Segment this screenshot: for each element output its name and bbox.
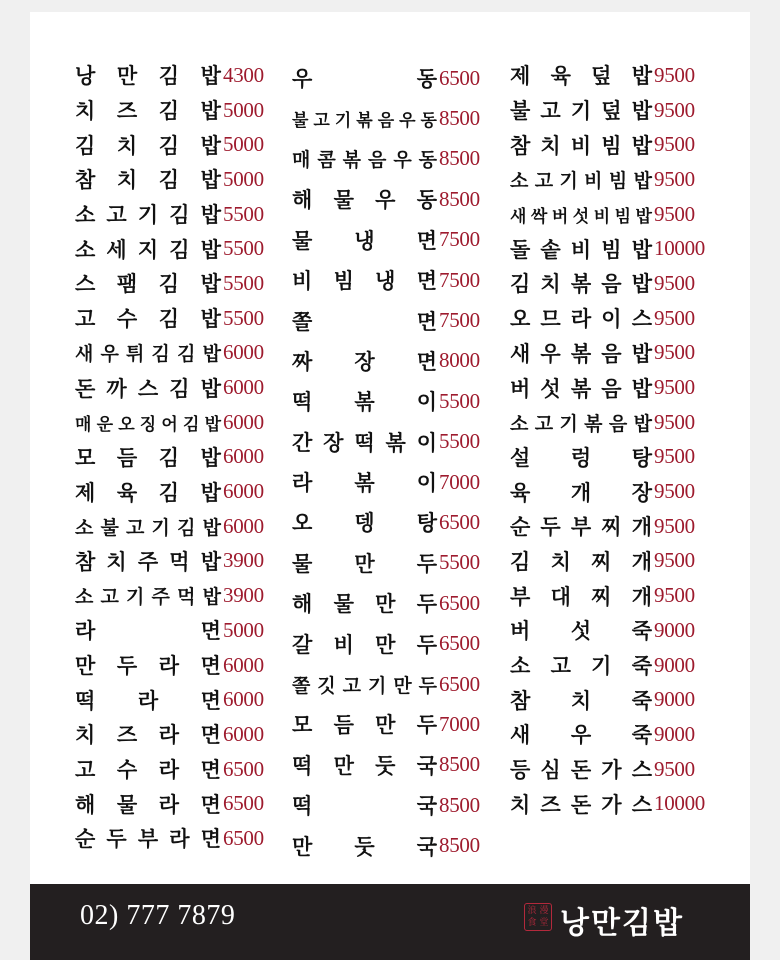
menu-item-name: 치 즈 김 밥 bbox=[75, 99, 221, 124]
menu-item bbox=[292, 179, 480, 219]
menu-item-name: 물 냉 면 bbox=[292, 228, 437, 253]
menu-item bbox=[510, 717, 705, 752]
menu-item bbox=[510, 474, 705, 509]
menu-item-name: 김 치 찌 개 bbox=[510, 549, 652, 574]
menu-item-price: 6500 bbox=[223, 756, 264, 781]
menu-item-name: 불 고 기 볶 음 우 동 bbox=[292, 111, 437, 132]
menu-item bbox=[75, 648, 264, 683]
menu-item-price: 6000 bbox=[223, 721, 264, 746]
menu-item-name: 갈 비 만 두 bbox=[292, 632, 437, 657]
menu-item bbox=[292, 220, 480, 260]
menu-item-price: 6500 bbox=[439, 671, 480, 696]
menu-item bbox=[75, 821, 264, 856]
menu-item-price: 6500 bbox=[439, 590, 480, 615]
menu-item-name: 비 빔 냉 면 bbox=[292, 269, 437, 294]
menu-item bbox=[510, 58, 705, 93]
menu-item bbox=[75, 682, 264, 717]
menu-item-price: 6000 bbox=[223, 409, 264, 434]
menu-item bbox=[75, 266, 264, 301]
menu-item-price: 5500 bbox=[223, 236, 264, 261]
menu-item bbox=[292, 300, 480, 340]
menu-item-price: 6000 bbox=[223, 444, 264, 469]
menu-item-name: 치 즈 라 면 bbox=[75, 723, 221, 748]
menu-item bbox=[510, 578, 705, 613]
menu-item-price: 8500 bbox=[439, 792, 480, 817]
menu-item-price: 8500 bbox=[439, 146, 480, 171]
menu-item bbox=[75, 613, 264, 648]
menu-item-price: 6000 bbox=[223, 340, 264, 365]
menu-item bbox=[75, 440, 264, 475]
menu-item-price: 5500 bbox=[439, 429, 480, 454]
menu-item-price: 9500 bbox=[654, 305, 695, 330]
menu-column-noodles bbox=[292, 58, 480, 866]
menu-item-price: 9000 bbox=[654, 721, 695, 746]
menu-item bbox=[75, 162, 264, 197]
menu-item-name: 참 치 비 빔 밥 bbox=[510, 133, 652, 158]
menu-item-name: 버 섯 죽 bbox=[510, 619, 652, 644]
menu-item-name: 떡 만 둣 국 bbox=[292, 753, 437, 778]
menu-item bbox=[75, 786, 264, 821]
menu-item bbox=[75, 509, 264, 544]
menu-item-name: 새 우 볶 음 밥 bbox=[510, 341, 652, 366]
menu-item bbox=[292, 502, 480, 542]
menu-item bbox=[75, 474, 264, 509]
menu-item-price: 9500 bbox=[654, 340, 695, 365]
menu-item bbox=[292, 422, 480, 462]
menu-item bbox=[75, 127, 264, 162]
menu-item-name: 떡 볶 이 bbox=[292, 390, 437, 415]
menu-item-price: 5000 bbox=[223, 617, 264, 642]
menu-item-price: 6500 bbox=[223, 825, 264, 850]
menu-item bbox=[510, 266, 705, 301]
menu-item bbox=[75, 231, 264, 266]
menu-item bbox=[510, 93, 705, 128]
menu-item bbox=[75, 93, 264, 128]
menu-item-price: 5000 bbox=[223, 132, 264, 157]
menu-item-name: 모 듬 김 밥 bbox=[75, 445, 221, 470]
menu-item-name: 등 심 돈 가 스 bbox=[510, 758, 652, 783]
menu-item-name: 설 렁 탕 bbox=[510, 445, 652, 470]
menu-item-name: 우 동 bbox=[292, 67, 437, 92]
menu-item-price: 6000 bbox=[223, 687, 264, 712]
menu-item-name: 참 치 주 먹 밥 bbox=[75, 549, 221, 574]
menu-item bbox=[75, 370, 264, 405]
menu-item-price: 10000 bbox=[654, 791, 706, 816]
menu-item-name: 제 육 김 밥 bbox=[75, 480, 221, 505]
menu-item-price: 9500 bbox=[654, 201, 695, 226]
menu-item-name: 쫄 면 bbox=[292, 309, 437, 334]
menu-item-name: 라 볶 이 bbox=[292, 471, 437, 496]
menu-item bbox=[292, 98, 480, 138]
menu-item-price: 8000 bbox=[439, 348, 480, 373]
menu-item bbox=[75, 544, 264, 579]
menu-item bbox=[510, 648, 705, 683]
menu-item-price: 4300 bbox=[223, 62, 264, 87]
menu-item bbox=[292, 341, 480, 381]
menu-item-name: 김 치 볶 음 밥 bbox=[510, 272, 652, 297]
menu-item-price: 9000 bbox=[654, 617, 695, 642]
menu-item-name: 참 치 죽 bbox=[510, 688, 652, 713]
menu-item-name: 소 세 지 김 밥 bbox=[75, 237, 221, 262]
footer-bar bbox=[30, 884, 750, 960]
menu-item-price: 9500 bbox=[654, 409, 695, 434]
menu-item-price: 7500 bbox=[439, 308, 480, 333]
menu-item bbox=[510, 405, 705, 440]
menu-item bbox=[510, 440, 705, 475]
menu-item-name: 돈 까 스 김 밥 bbox=[75, 376, 221, 401]
menu-item-price: 6000 bbox=[223, 652, 264, 677]
menu-item-name: 매 콤 볶 음 우 동 bbox=[292, 149, 437, 172]
restaurant-seal-icon: 浪 漫 食 堂 bbox=[524, 903, 552, 931]
menu-item-name: 소 고 기 볶 음 밥 bbox=[510, 412, 652, 435]
menu-item-name: 해 물 우 동 bbox=[292, 188, 437, 213]
menu-item-price: 5500 bbox=[223, 201, 264, 226]
menu-item-price: 5500 bbox=[439, 550, 480, 575]
menu-item bbox=[75, 752, 264, 787]
menu-item-name: 제 육 덮 밥 bbox=[510, 64, 652, 89]
menu-item-name: 해 물 만 두 bbox=[292, 592, 437, 617]
menu-item-name: 새 싹 버 섯 비 빔 밥 bbox=[510, 206, 652, 227]
menu-item-price: 5000 bbox=[223, 166, 264, 191]
menu-item bbox=[292, 543, 480, 583]
menu-item-price: 6000 bbox=[223, 375, 264, 400]
menu-item-name: 새 우 죽 bbox=[510, 723, 652, 748]
brand-name: 낭만김밥 bbox=[560, 906, 684, 941]
menu-item bbox=[292, 664, 480, 704]
menu-item-price: 8500 bbox=[439, 752, 480, 777]
menu-item bbox=[292, 260, 480, 300]
menu-item-price: 3900 bbox=[223, 583, 264, 608]
menu-item-price: 9500 bbox=[654, 479, 695, 504]
menu-item-price: 7500 bbox=[439, 267, 480, 292]
menu-item-name: 버 섯 볶 음 밥 bbox=[510, 376, 652, 401]
menu-item-name: 짜 장 면 bbox=[292, 349, 437, 374]
menu-item bbox=[75, 717, 264, 752]
menu-item-name: 스 팸 김 밥 bbox=[75, 272, 221, 297]
menu-item bbox=[292, 704, 480, 744]
menu-item-price: 8500 bbox=[439, 833, 480, 858]
menu-item bbox=[75, 301, 264, 336]
menu-item bbox=[292, 623, 480, 663]
menu-item bbox=[292, 745, 480, 785]
menu-item bbox=[510, 752, 705, 787]
menu-item-price: 9500 bbox=[654, 270, 695, 295]
menu-item-price: 9500 bbox=[654, 62, 695, 87]
menu-item bbox=[510, 127, 705, 162]
menu-item-name: 고 수 김 밥 bbox=[75, 307, 221, 332]
menu-item-price: 9500 bbox=[654, 444, 695, 469]
menu-item-name: 부 대 찌 개 bbox=[510, 584, 652, 609]
menu-item-price: 9500 bbox=[654, 375, 695, 400]
menu-item-price: 7000 bbox=[439, 469, 480, 494]
menu-item bbox=[510, 336, 705, 371]
menu-item-price: 9500 bbox=[654, 132, 695, 157]
menu-item bbox=[292, 825, 480, 865]
menu-item-price: 6500 bbox=[439, 65, 480, 90]
menu-item-name: 돌 솥 비 빔 밥 bbox=[510, 237, 652, 262]
menu-item bbox=[510, 786, 705, 821]
menu-item-name: 물 만 두 bbox=[292, 551, 437, 576]
menu-column-gimbap bbox=[75, 58, 264, 856]
menu-item-price: 9500 bbox=[654, 97, 695, 122]
menu-item-price: 6500 bbox=[223, 791, 264, 816]
menu-item-name: 순 두 부 찌 개 bbox=[510, 515, 652, 540]
menu-item-name: 소 고 기 김 밥 bbox=[75, 203, 221, 228]
menu-item-name: 오 므 라 이 스 bbox=[510, 307, 652, 332]
menu-column-rice bbox=[510, 58, 705, 821]
menu-item-name: 소 고 기 주 먹 밥 bbox=[75, 586, 221, 609]
menu-item-price: 8500 bbox=[439, 106, 480, 131]
menu-item bbox=[292, 462, 480, 502]
menu-item bbox=[510, 231, 705, 266]
phone-number: 02) 777 7879 bbox=[80, 900, 236, 931]
menu-item bbox=[292, 381, 480, 421]
menu-item bbox=[510, 613, 705, 648]
menu-item bbox=[510, 509, 705, 544]
menu-item-price: 7000 bbox=[439, 711, 480, 736]
menu-item bbox=[510, 370, 705, 405]
menu-item-name: 소 고 기 죽 bbox=[510, 654, 652, 679]
menu-item-price: 9000 bbox=[654, 652, 695, 677]
menu-item-name: 소 불 고 기 김 밥 bbox=[75, 516, 221, 539]
menu-item bbox=[292, 583, 480, 623]
menu-item-price: 3900 bbox=[223, 548, 264, 573]
menu-item-name: 해 물 라 면 bbox=[75, 792, 221, 817]
menu-item bbox=[75, 197, 264, 232]
menu-item-price: 9500 bbox=[654, 548, 695, 573]
menu-item-name: 떡 라 면 bbox=[75, 688, 221, 713]
menu-item-name: 간 장 떡 볶 이 bbox=[292, 430, 437, 455]
menu-item-price: 5500 bbox=[439, 388, 480, 413]
menu-item-price: 6000 bbox=[223, 479, 264, 504]
menu-item-name: 모 듬 만 두 bbox=[292, 713, 437, 738]
menu-item-price: 9000 bbox=[654, 687, 695, 712]
menu-item-price: 9500 bbox=[654, 756, 695, 781]
menu-item-name: 치 즈 돈 가 스 bbox=[510, 792, 652, 817]
menu-item bbox=[510, 197, 705, 232]
menu-item-name: 매 운 오 징 어 김 밥 bbox=[75, 414, 221, 435]
menu-item-name: 떡 국 bbox=[292, 794, 437, 819]
menu-item bbox=[75, 578, 264, 613]
menu-item-name: 고 수 라 면 bbox=[75, 758, 221, 783]
menu-item bbox=[292, 139, 480, 179]
menu-item-name: 참 치 김 밥 bbox=[75, 168, 221, 193]
menu-item-name: 낭 만 김 밥 bbox=[75, 64, 221, 89]
menu-item-price: 9500 bbox=[654, 583, 695, 608]
menu-item-price: 6500 bbox=[439, 509, 480, 534]
menu-item-name: 순 두 부 라 면 bbox=[75, 827, 221, 852]
menu-item-price: 5500 bbox=[223, 270, 264, 295]
menu-item bbox=[510, 162, 705, 197]
menu-item-price: 10000 bbox=[654, 236, 706, 261]
menu-item-price: 5000 bbox=[223, 97, 264, 122]
menu-item-name: 오 뎅 탕 bbox=[292, 511, 437, 536]
menu-item bbox=[510, 682, 705, 717]
menu-item-name: 쫄 깃 고 기 만 두 bbox=[292, 674, 437, 697]
menu-item-price: 6000 bbox=[223, 513, 264, 538]
menu-item-name: 불 고 기 덮 밥 bbox=[510, 99, 652, 124]
menu-item-price: 5500 bbox=[223, 305, 264, 330]
menu-item-price: 8500 bbox=[439, 186, 480, 211]
menu-item-name: 김 치 김 밥 bbox=[75, 133, 221, 158]
menu-item bbox=[75, 405, 264, 440]
menu-item-price: 7500 bbox=[439, 227, 480, 252]
menu-item-name: 만 두 라 면 bbox=[75, 654, 221, 679]
menu-item-price: 9500 bbox=[654, 166, 695, 191]
menu-item-price: 9500 bbox=[654, 513, 695, 538]
menu-item-name: 새 우 튀 김 김 밥 bbox=[75, 343, 221, 366]
menu-item bbox=[510, 301, 705, 336]
menu-item bbox=[292, 785, 480, 825]
menu-item bbox=[292, 58, 480, 98]
menu-item bbox=[510, 544, 705, 579]
menu-item-name: 라 면 bbox=[75, 619, 221, 644]
menu-item-name: 소 고 기 비 빔 밥 bbox=[510, 169, 652, 192]
menu-item bbox=[75, 58, 264, 93]
menu-item bbox=[75, 336, 264, 371]
menu-item-price: 6500 bbox=[439, 631, 480, 656]
menu-item-name: 만 둣 국 bbox=[292, 834, 437, 859]
menu-item-name: 육 개 장 bbox=[510, 480, 652, 505]
